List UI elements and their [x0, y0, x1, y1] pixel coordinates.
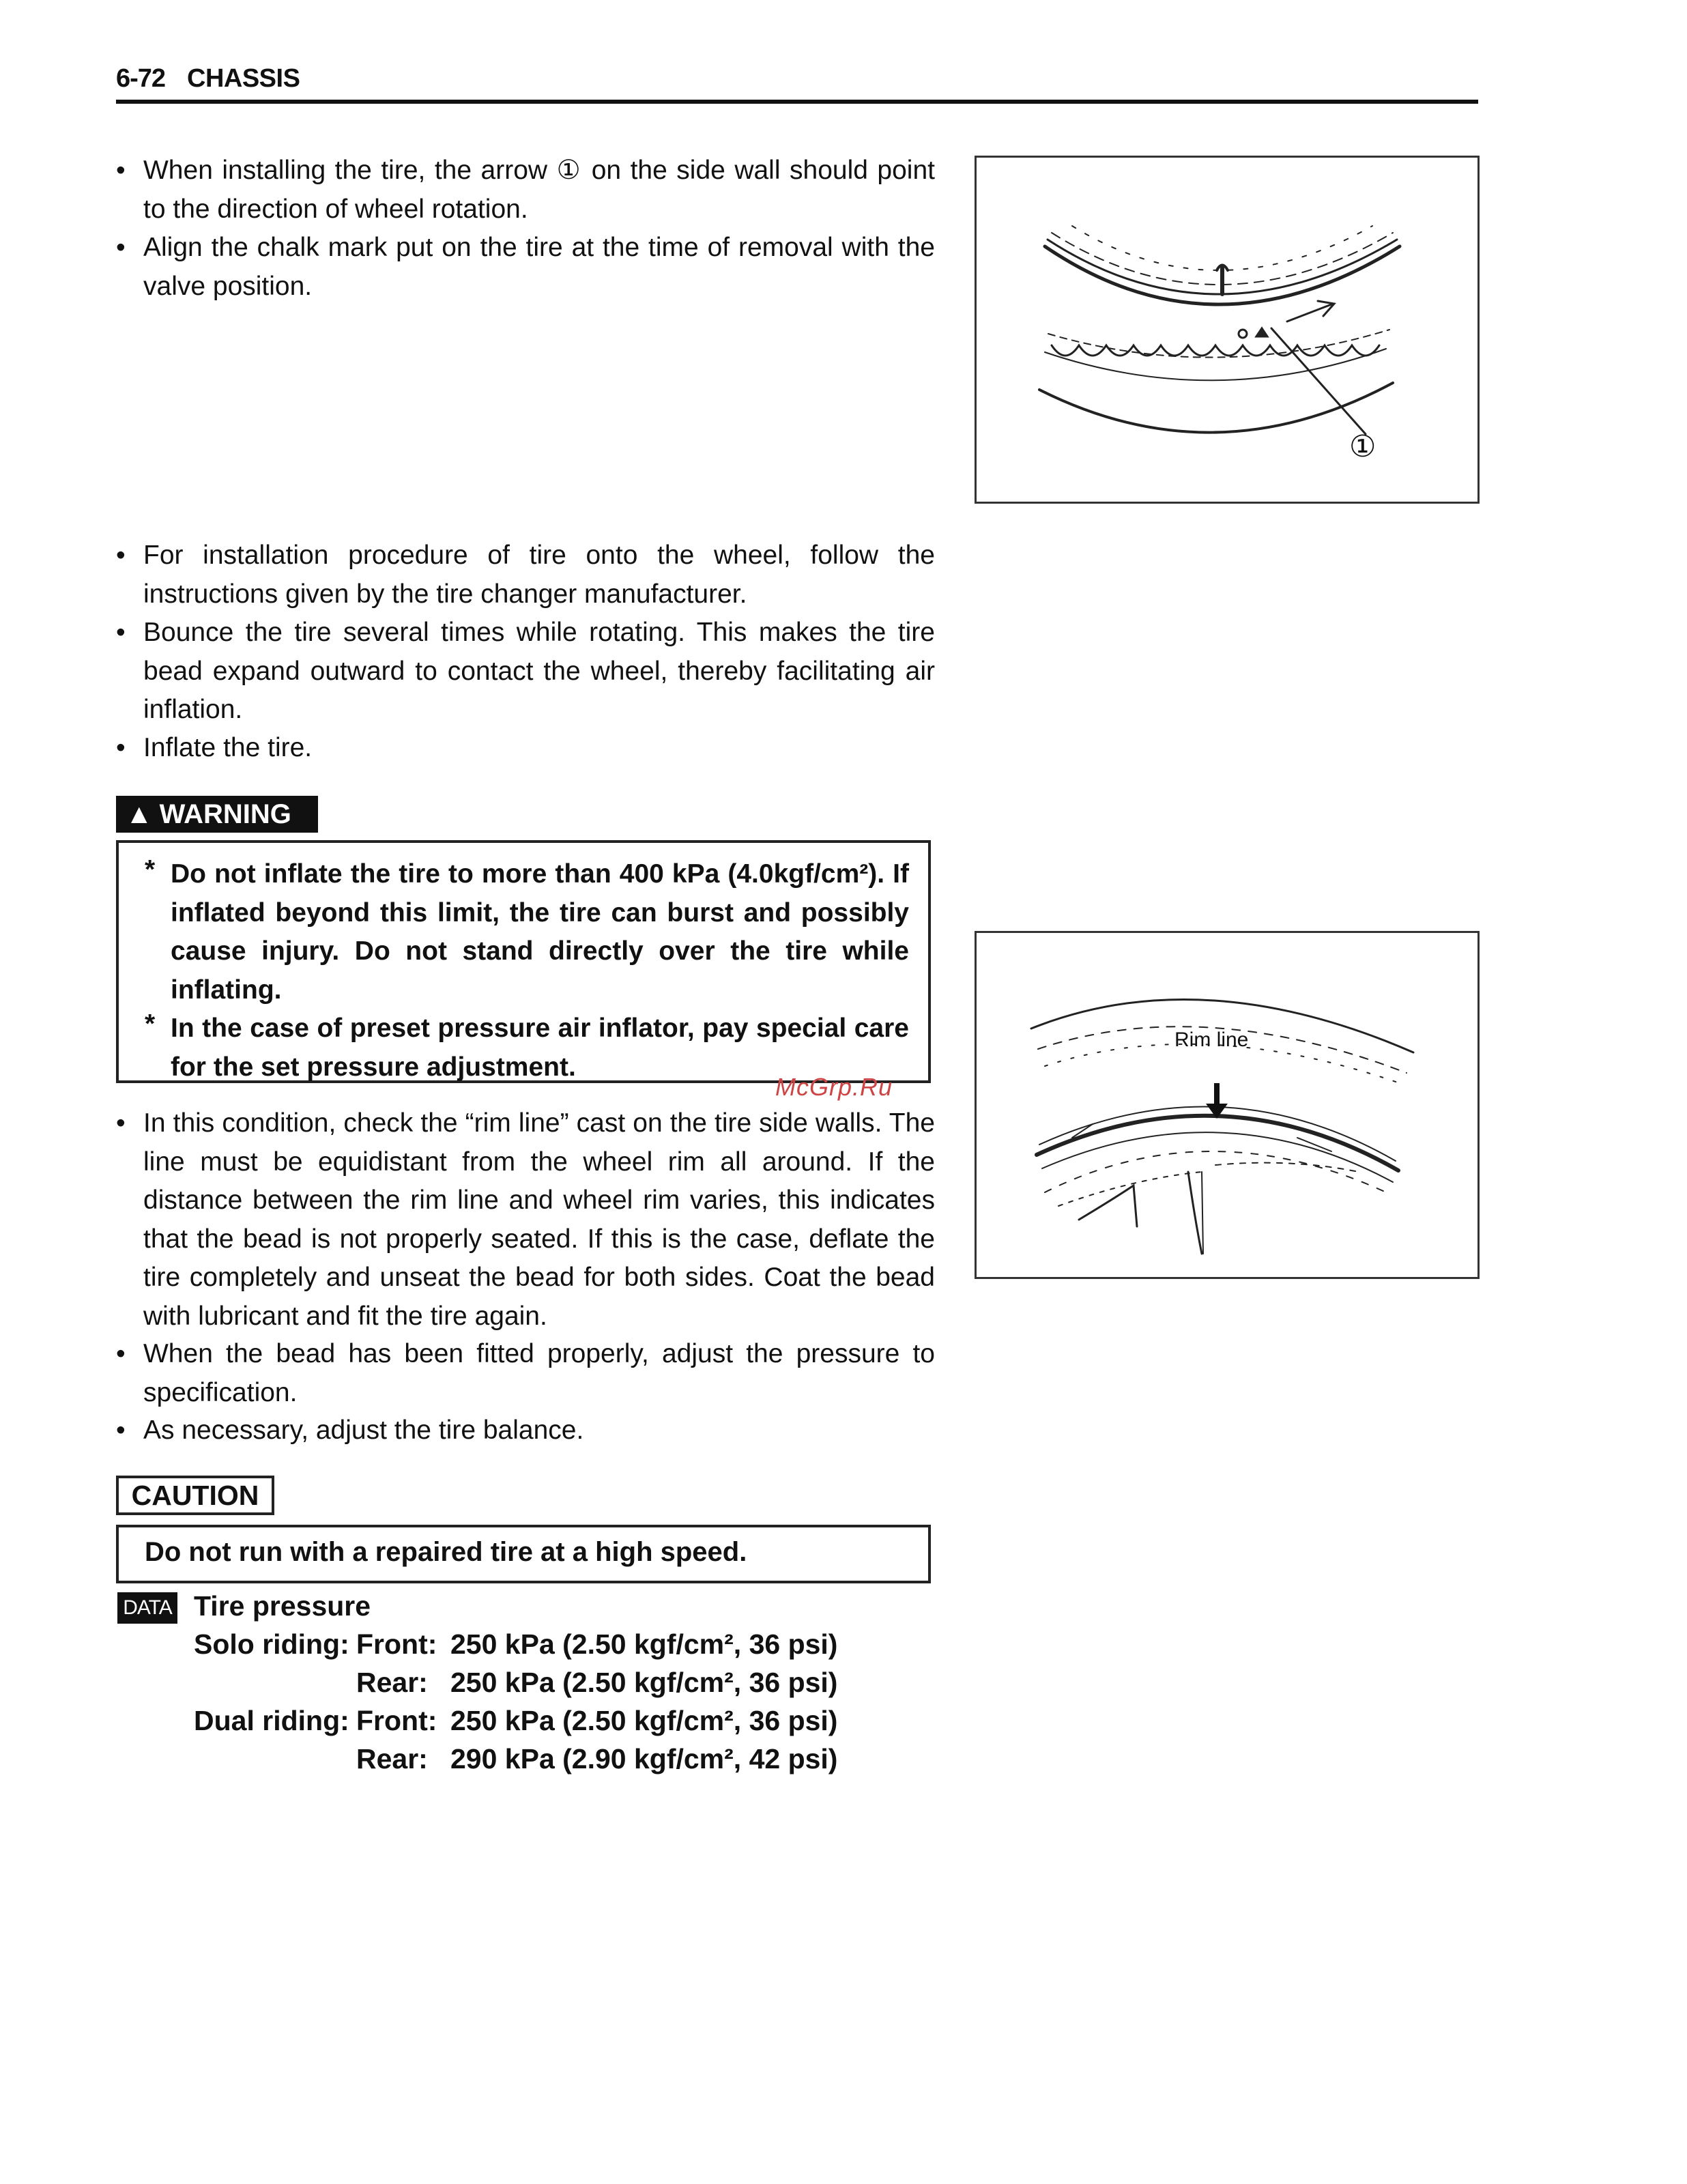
list-item — [116, 536, 935, 614]
spec-rear-label: Rear: — [356, 1743, 428, 1774]
bullet-dot: • — [116, 618, 126, 647]
list-item — [116, 152, 935, 229]
spec-front-label: Front: — [356, 1628, 437, 1660]
warning-box — [116, 840, 931, 1083]
list-item — [116, 229, 935, 306]
spec-front-label: Front: — [356, 1705, 437, 1736]
bullet-dot: • — [116, 1339, 126, 1368]
list-item-text: Bounce the tire several times while rotating. This makes the tire bead expand outward to contact the wheel, thereby facilitating air inflation. — [143, 618, 935, 724]
bullet-dot: • — [116, 541, 126, 570]
bullet-dot: • — [116, 733, 126, 762]
list-item — [116, 729, 935, 768]
spec-title: Tire pressure — [194, 1590, 371, 1622]
list-item-text: When the bead has been fitted properly, adjust the pressure to specification. — [143, 1339, 935, 1407]
asterisk-icon: * — [145, 855, 156, 885]
caution-label: CAUTION — [116, 1476, 274, 1515]
header-rule — [116, 100, 1478, 104]
list-item-text: For installation procedure of tire onto the wheel, follow the instructions given by the tire changer manufacturer. — [143, 541, 935, 609]
list-item-text: Align the chalk mark put on the tire at the time of removal with the valve position. — [143, 233, 935, 301]
spec-dual-rear-value: 290 kPa (2.90 kgf/cm², 42 psi) — [450, 1743, 838, 1774]
rim-line-arrow-icon — [1206, 1083, 1228, 1119]
warning-item — [145, 855, 909, 1009]
tire-arrow-drawing — [977, 158, 1482, 506]
bullet-dot: • — [116, 1108, 126, 1138]
rim-line-drawing — [977, 933, 1482, 1281]
caution-box — [116, 1525, 931, 1583]
asterisk-icon: * — [145, 1009, 156, 1039]
warning-item-text: In the case of preset pressure air inflator, pay special care for the set pressure adjustment. — [171, 1014, 909, 1082]
rim-line-label: Rim line — [1174, 1029, 1249, 1051]
watermark: McGrp.Ru — [775, 1073, 893, 1101]
spec-rear-label: Rear: — [356, 1667, 428, 1698]
list-item-text: As necessary, adjust the tire balance. — [143, 1416, 584, 1445]
bullet-dot: • — [116, 156, 126, 185]
warning-item-text: Do not inflate the tire to more than 400 kPa (4.0kgf/cm²). If inflated beyond this limit, the tire can burst and possibly cause injury. Do not stand directly over the tire while inflating. — [171, 859, 909, 1005]
list-item — [116, 1411, 935, 1450]
bullet-dot: • — [116, 233, 126, 262]
section-title: CHASSIS — [187, 64, 300, 93]
list-item-text: Inflate the tire. — [143, 733, 313, 762]
bullet-dot: • — [116, 1416, 126, 1445]
spec-dual-label: Dual riding: — [194, 1705, 349, 1736]
list-item — [116, 1104, 935, 1336]
figure-tire-arrow — [975, 156, 1480, 504]
page-header — [116, 64, 1475, 102]
callout-label: ① — [1349, 430, 1376, 463]
caution-text: Do not run with a repaired tire at a high speed. — [145, 1537, 747, 1567]
warning-triangle-icon: ▲ — [126, 799, 153, 829]
spec-dual-front-value: 250 kPa (2.50 kgf/cm², 36 psi) — [450, 1705, 838, 1736]
list-item — [116, 614, 935, 730]
spec-solo-label: Solo riding: — [194, 1628, 349, 1660]
figure-rim-line — [975, 931, 1480, 1279]
list-item-text: When installing the tire, the arrow ① on the side wall should point to the direction of wheel rotation. — [143, 156, 935, 224]
list-item — [116, 1335, 935, 1412]
warning-label — [116, 796, 318, 833]
warning-label-text: WARNING — [159, 799, 291, 829]
spec-solo-rear-value: 250 kPa (2.50 kgf/cm², 36 psi) — [450, 1667, 838, 1698]
data-icon: DATA — [117, 1592, 177, 1624]
page-number: 6-72 — [116, 64, 166, 93]
spec-solo-front-value: 250 kPa (2.50 kgf/cm², 36 psi) — [450, 1628, 838, 1660]
list-item-text: In this condition, check the “rim line” cast on the tire side walls. The line must be equidistant from the wheel rim all around. If the distance between the rim line and wheel rim varies, this indicates that the bead is not properly seated. If this is the case, deflate the tire completely and unseat the bead for both sides. Coat the bead with lubricant and fit the tire again. — [143, 1108, 935, 1331]
